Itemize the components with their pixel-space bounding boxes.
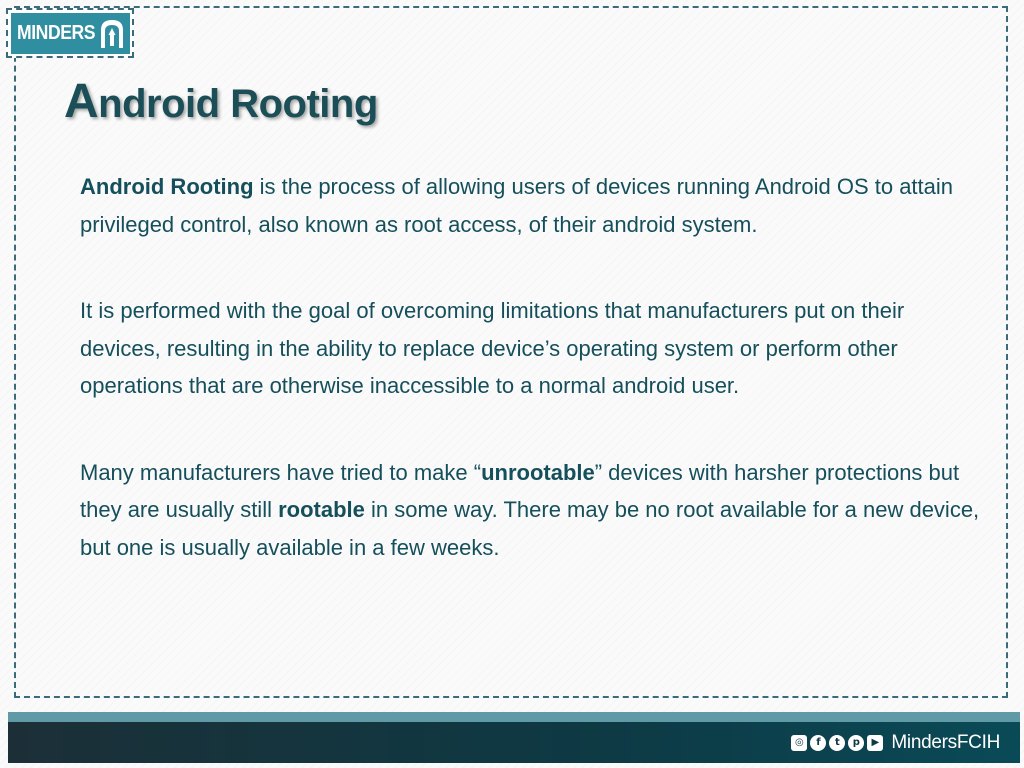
twitter-icon[interactable]: t xyxy=(829,735,845,751)
footer-handle: MindersFCIH xyxy=(891,732,1000,753)
title-initial: A xyxy=(64,75,99,128)
logo xyxy=(6,8,134,58)
paragraph-unrootable xyxy=(80,454,985,567)
footer-social xyxy=(791,731,1000,755)
definition-text: is the process of allowing users of devices running Android OS to attain privileged control, also known as root access, of their android system. xyxy=(80,174,954,237)
term-android-rooting: Android Rooting xyxy=(80,174,254,199)
goal-text: It is performed with the goal of overcoming limitations that manufacturers put on their devices, resulting in the ability to replace device’s operating system or perform other operations that are otherwise inaccessible to a normal android user. xyxy=(80,298,905,398)
slide-body xyxy=(80,168,985,615)
unrootable-text-1: Many manufacturers have tried to make “ xyxy=(80,459,482,485)
unrootable-text-3: in some way. There may be no root available for a new device, but one is usually available in a few weeks. xyxy=(80,497,980,560)
paragraph-definition xyxy=(80,168,985,243)
pinterest-icon[interactable]: p xyxy=(848,735,864,751)
facebook-icon[interactable]: f xyxy=(810,735,826,751)
paragraph-goal xyxy=(80,292,985,405)
page-title xyxy=(64,72,378,134)
logo-mark-icon xyxy=(98,17,126,50)
instagram-icon[interactable]: ◎ xyxy=(791,735,807,751)
logo-badge xyxy=(11,13,130,54)
term-unrootable: unrootable xyxy=(481,459,595,485)
logo-text: MINDERS xyxy=(17,22,96,44)
term-rootable: rootable xyxy=(278,497,365,522)
title-rest: ndroid Rooting xyxy=(98,82,378,126)
unrootable-text-2: ” devices with harsher protections but they are usually still xyxy=(80,459,960,522)
footer-accent-bar xyxy=(8,712,1020,722)
youtube-icon[interactable]: ▶ xyxy=(867,735,883,751)
